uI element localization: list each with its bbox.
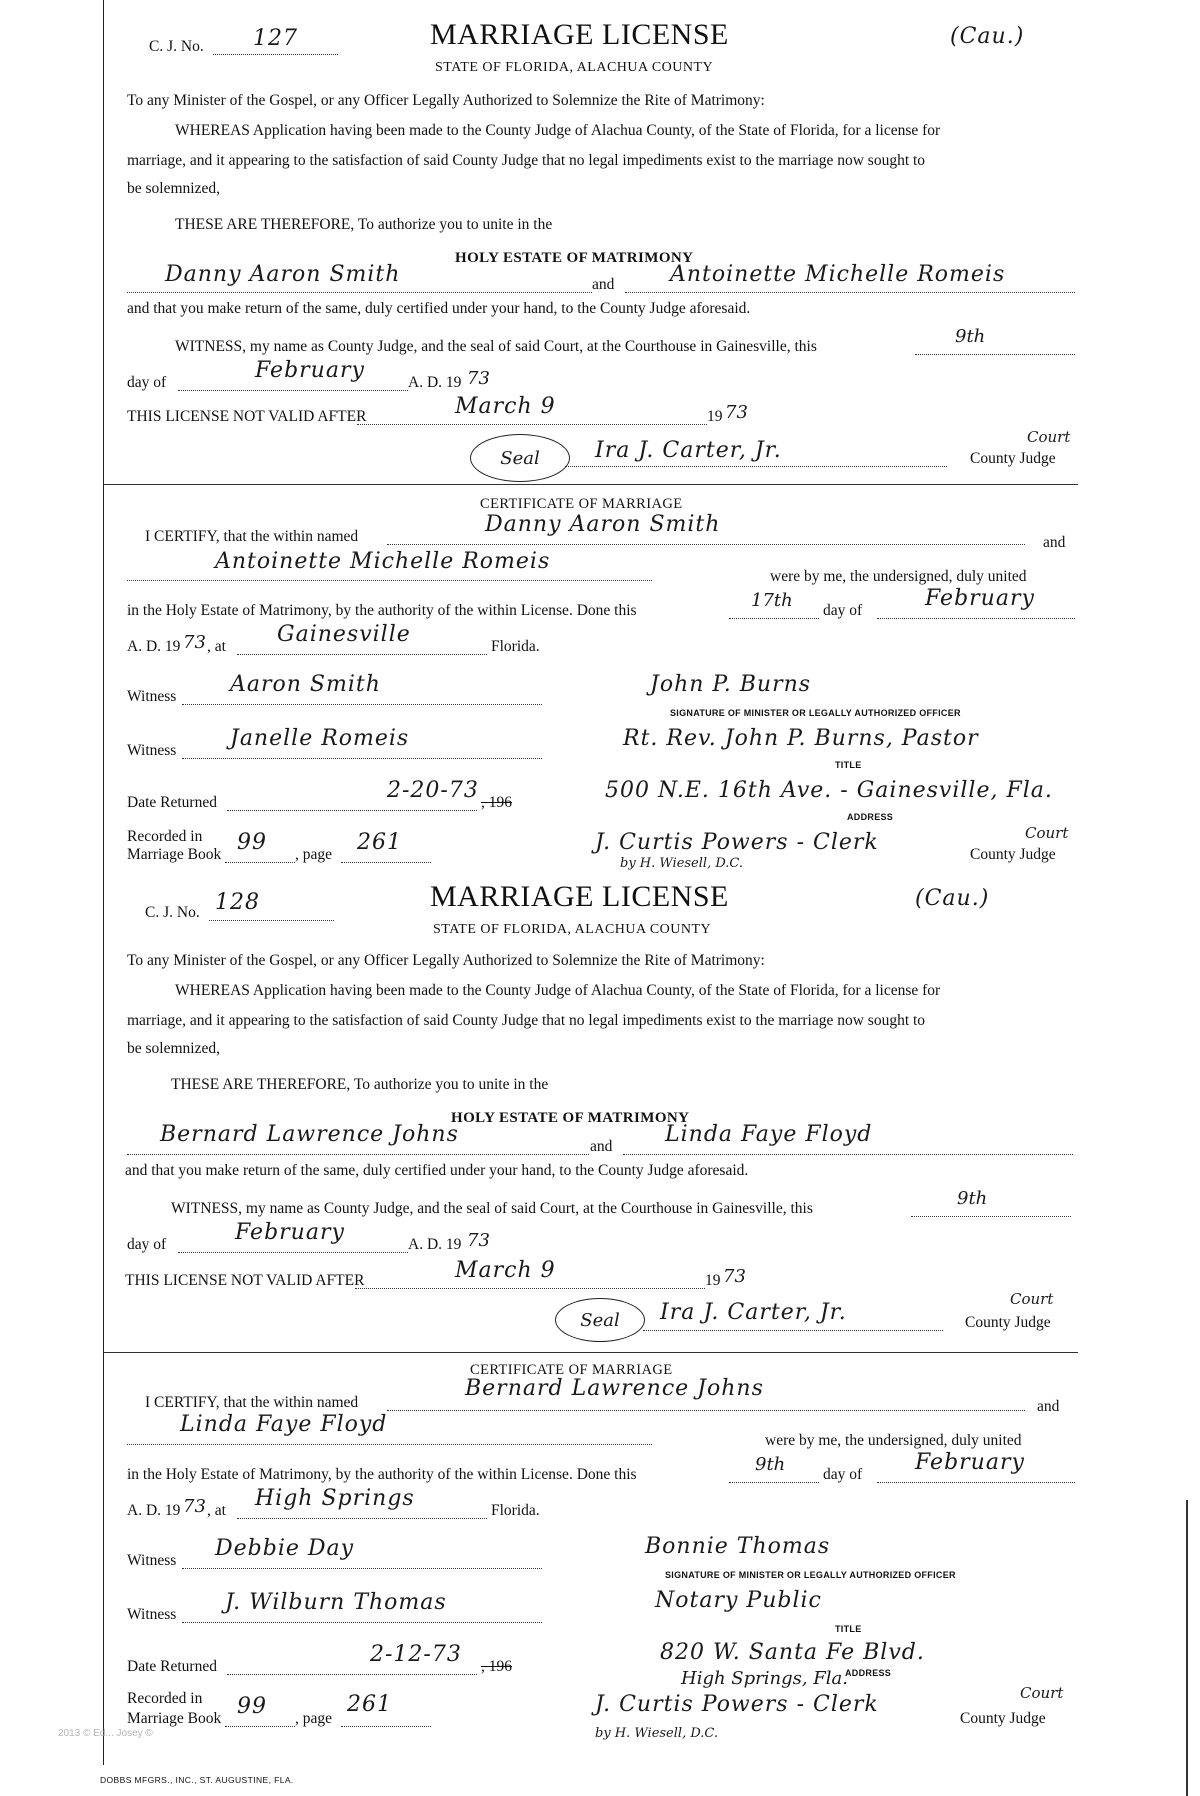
- book-no: 99: [237, 830, 267, 855]
- officer-address-2: High Springs, Fla.: [681, 1668, 849, 1689]
- expiry-year: 73: [723, 1266, 746, 1287]
- certify-line: I CERTIFY, that the within named: [145, 1394, 359, 1411]
- expiry-year: 73: [725, 402, 748, 423]
- officer-title: Rt. Rev. John P. Burns, Pastor: [623, 726, 979, 751]
- and-word: and: [592, 276, 615, 293]
- return-line: and that you make return of the same, duly certified under your hand, to the County Judge aforesaid.: [125, 1162, 749, 1179]
- court-seal: [555, 1298, 645, 1342]
- clerk-court-note: Court: [1025, 824, 1069, 842]
- ad-label: A. D. 19: [408, 374, 462, 391]
- license-subtitle: STATE OF FLORIDA, ALACHUA COUNTY: [433, 922, 712, 937]
- recorded-in-label: Recorded in: [127, 828, 203, 845]
- clerk-county-judge: County Judge: [960, 1710, 1046, 1727]
- witness-2-line: [182, 758, 542, 759]
- issue-day: 9th: [957, 1188, 988, 1209]
- page-no-line: [341, 1726, 431, 1727]
- issue-year: 73: [467, 1230, 490, 1251]
- date-returned-label: Date Returned: [127, 794, 217, 811]
- done-day-line: [729, 618, 819, 619]
- marriage-book-label: Marriage Book: [127, 1710, 222, 1727]
- title-label: TITLE: [835, 760, 862, 770]
- holy-estate-line: in the Holy Estate of Matrimony, by the authority of the within License. Done this: [127, 602, 637, 619]
- deputy-signature: by H. Wiesell, D.C.: [595, 1726, 719, 1741]
- page-no: 261: [347, 1692, 392, 1717]
- cj-number: 127: [253, 26, 298, 51]
- done-year: 73: [183, 1496, 206, 1517]
- clerk-county-judge: County Judge: [970, 846, 1056, 863]
- return-line: and that you make return of the same, duly certified under your hand, to the County Judge aforesaid.: [127, 300, 751, 317]
- bride-name: Antoinette Michelle Romeis: [670, 262, 1006, 287]
- officer-signature-label: SIGNATURE OF MINISTER OR LEGALLY AUTHORIZED OFFICER: [670, 708, 961, 718]
- date-returned-label: Date Returned: [127, 1658, 217, 1675]
- place-line: [237, 654, 487, 655]
- officer-title: Notary Public: [655, 1588, 822, 1613]
- page-label: , page: [295, 846, 333, 863]
- not-valid-label: THIS LICENSE NOT VALID AFTER: [127, 408, 367, 425]
- issue-day: 9th: [955, 326, 986, 347]
- cert-bride-line: [127, 1444, 652, 1445]
- holy-estate-line: in the Holy Estate of Matrimony, by the authority of the within License. Done this: [127, 1466, 637, 1483]
- issue-day-line: [915, 354, 1075, 355]
- groom-name: Bernard Lawrence Johns: [160, 1122, 459, 1147]
- cert-bride: Linda Faye Floyd: [180, 1412, 388, 1437]
- done-month: February: [915, 1450, 1025, 1475]
- officer-address: 820 W. Santa Fe Blvd.: [660, 1640, 925, 1665]
- done-month-line: [877, 618, 1075, 619]
- seal-text: Seal: [500, 447, 540, 469]
- done-day-of: day of: [823, 1466, 863, 1483]
- witness-1: Aaron Smith: [230, 672, 381, 697]
- license-subtitle: STATE OF FLORIDA, ALACHUA COUNTY: [435, 60, 714, 75]
- court-note: Court: [1027, 428, 1071, 446]
- court-note: Court: [1010, 1290, 1054, 1308]
- groom-line: [127, 292, 592, 293]
- issue-month: February: [235, 1220, 345, 1245]
- issue-month-line: [178, 1252, 408, 1253]
- place: Gainesville: [277, 622, 411, 647]
- whereas-line-1: WHEREAS Application having been made to the County Judge of Alachua County, of the State of Florida, for a license for: [175, 122, 941, 139]
- cert-groom: Bernard Lawrence Johns: [465, 1376, 764, 1401]
- united-line: were by me, the undersigned, duly united: [765, 1432, 1022, 1449]
- united-line: were by me, the undersigned, duly united: [770, 568, 1027, 585]
- cert-groom-line: [387, 544, 1025, 545]
- date-returned-line: [227, 810, 477, 811]
- done-month-line: [877, 1482, 1075, 1483]
- license-title: MARRIAGE LICENSE: [430, 18, 729, 51]
- county-judge-label: County Judge: [965, 1314, 1051, 1331]
- page-right-curl: [1186, 1500, 1188, 1796]
- whereas-line-2: marriage, and it appearing to the satisfaction of said County Judge that no legal impediments exist to the marriage now sought to: [127, 152, 926, 169]
- expiry-line: [355, 1288, 705, 1289]
- witness-2-line: [182, 1622, 542, 1623]
- expiry-date: March 9: [455, 1258, 556, 1283]
- officer-signature-label: SIGNATURE OF MINISTER OR LEGALLY AUTHORIZED OFFICER: [665, 1570, 956, 1580]
- race-note: (Cau.): [950, 24, 1025, 49]
- clerk-court-note: Court: [1020, 1684, 1064, 1702]
- deputy-signature: by H. Wiesell, D.C.: [620, 856, 744, 871]
- issue-month-line: [178, 390, 408, 391]
- section-rule: [103, 1352, 1078, 1353]
- at-word: , at: [207, 1502, 226, 1519]
- witness-2-label: Witness: [127, 742, 177, 759]
- done-year: 73: [183, 632, 206, 653]
- title-label: TITLE: [835, 1624, 862, 1634]
- book-no-line: [225, 1726, 295, 1727]
- done-day: 17th: [751, 590, 793, 611]
- witness-1: Debbie Day: [215, 1536, 355, 1561]
- officer-address: 500 N.E. 16th Ave. - Gainesville, Fla.: [605, 778, 1053, 803]
- judge-signature-line: [643, 1330, 943, 1331]
- witness-line: WITNESS, my name as County Judge, and the seal of said Court, at the Courthouse in Gainesville, this: [171, 1200, 813, 1217]
- address-label: ADDRESS: [845, 1668, 892, 1678]
- witness-1-line: [182, 1568, 542, 1569]
- cj-label: C. J. No.: [149, 38, 204, 55]
- witness-2: Janelle Romeis: [230, 726, 410, 751]
- expiry-year-prefix: 19: [705, 1272, 721, 1289]
- bride-line: [625, 292, 1075, 293]
- judge-signature: Ira J. Carter, Jr.: [660, 1300, 847, 1325]
- expiry-year-prefix: 19: [707, 408, 723, 425]
- therefore-line: THESE ARE THEREFORE, To authorize you to unite in the: [171, 1076, 549, 1093]
- witness-2-label: Witness: [127, 1606, 177, 1623]
- ad-at-label: A. D. 19: [127, 1502, 181, 1519]
- race-note: (Cau.): [915, 886, 990, 911]
- officer-signature: Bonnie Thomas: [645, 1534, 831, 1559]
- cert-groom: Danny Aaron Smith: [485, 512, 721, 537]
- page-no: 261: [357, 830, 402, 855]
- judge-signature-line: [565, 466, 947, 467]
- holy-estate-heading: HOLY ESTATE OF MATRIMONY: [451, 1110, 690, 1126]
- done-month: February: [925, 586, 1035, 611]
- page-no-line: [341, 862, 431, 863]
- day-of-label: day of: [127, 1236, 167, 1253]
- county-judge-label: County Judge: [970, 450, 1056, 467]
- address-label: ADDRESS: [847, 812, 894, 822]
- page-left-border: [103, 0, 104, 1765]
- cj-label: C. J. No.: [145, 904, 200, 921]
- place-line: [237, 1518, 487, 1519]
- seal-text: Seal: [580, 1309, 620, 1331]
- cert-groom-line: [387, 1410, 1025, 1411]
- issue-day-line: [911, 1216, 1071, 1217]
- done-day-line: [729, 1482, 819, 1483]
- whereas-line-3: be solemnized,: [127, 1040, 220, 1057]
- officer-signature: John P. Burns: [650, 672, 812, 697]
- clerk-signature: J. Curtis Powers - Clerk: [595, 1692, 879, 1717]
- witness-1-line: [182, 704, 542, 705]
- court-seal: [470, 434, 570, 482]
- holy-estate-heading: HOLY ESTATE OF MATRIMONY: [455, 250, 694, 266]
- page-label: , page: [295, 1710, 333, 1727]
- recorded-in-label: Recorded in: [127, 1690, 203, 1707]
- cj-number: 128: [215, 890, 260, 915]
- address-line: To any Minister of the Gospel, or any Officer Legally Authorized to Solemnize the Rite of Matrimony:: [127, 952, 765, 969]
- groom-name: Danny Aaron Smith: [165, 262, 401, 287]
- cert-bride: Antoinette Michelle Romeis: [215, 549, 551, 574]
- therefore-line: THESE ARE THEREFORE, To authorize you to unite in the: [175, 216, 553, 233]
- witness-line: WITNESS, my name as County Judge, and the seal of said Court, at the Courthouse in Gainesville, this: [175, 338, 817, 355]
- issue-year: 73: [467, 368, 490, 389]
- date-returned-suffix: , 196: [481, 1658, 512, 1675]
- whereas-line-2: marriage, and it appearing to the satisfaction of said County Judge that no legal impediments exist to the marriage now sought to: [127, 1012, 926, 1029]
- florida-word: Florida.: [491, 1502, 540, 1519]
- book-no: 99: [237, 1694, 267, 1719]
- printer-footer: DOBBS MFGRS., INC., ST. AUGUSTINE, FLA.: [100, 1775, 294, 1785]
- marriage-book-label: Marriage Book: [127, 846, 222, 863]
- florida-word: Florida.: [491, 638, 540, 655]
- witness-1-label: Witness: [127, 688, 177, 705]
- ad-label: A. D. 19: [408, 1236, 462, 1253]
- cj-number-line: [209, 920, 334, 921]
- copyright-watermark: 2013 © Ed... Josey ©: [58, 1728, 153, 1739]
- witness-1-label: Witness: [127, 1552, 177, 1569]
- cert-bride-line: [127, 580, 652, 581]
- done-day: 9th: [755, 1454, 786, 1475]
- bride-name: Linda Faye Floyd: [665, 1122, 873, 1147]
- cert-and: and: [1043, 534, 1066, 551]
- certify-line: I CERTIFY, that the within named: [145, 528, 359, 545]
- not-valid-label: THIS LICENSE NOT VALID AFTER: [125, 1272, 365, 1289]
- certificate-title: CERTIFICATE OF MARRIAGE: [480, 496, 683, 512]
- date-returned: 2-20-73: [387, 778, 479, 803]
- date-returned-suffix: , 196: [481, 794, 512, 811]
- date-returned-line: [227, 1674, 477, 1675]
- book-no-line: [225, 862, 295, 863]
- issue-month: February: [255, 358, 365, 383]
- whereas-line-1: WHEREAS Application having been made to the County Judge of Alachua County, of the State of Florida, for a license for: [175, 982, 941, 999]
- day-of-label: day of: [127, 374, 167, 391]
- ad-at-label: A. D. 19: [127, 638, 181, 655]
- witness-2: J. Wilburn Thomas: [225, 1590, 447, 1615]
- license-title: MARRIAGE LICENSE: [430, 880, 729, 913]
- groom-line: [127, 1154, 589, 1155]
- bride-line: [623, 1154, 1073, 1155]
- address-line: To any Minister of the Gospel, or any Officer Legally Authorized to Solemnize the Rite of Matrimony:: [127, 92, 765, 109]
- judge-signature: Ira J. Carter, Jr.: [595, 438, 782, 463]
- certificate-title: CERTIFICATE OF MARRIAGE: [470, 1362, 673, 1378]
- clerk-signature: J. Curtis Powers - Clerk: [595, 830, 879, 855]
- and-word: and: [590, 1138, 613, 1155]
- whereas-line-3: be solemnized,: [127, 180, 220, 197]
- expiry-line: [357, 424, 707, 425]
- cj-number-line: [213, 54, 338, 55]
- at-word: , at: [207, 638, 226, 655]
- expiry-date: March 9: [455, 394, 556, 419]
- cert-and: and: [1037, 1398, 1060, 1415]
- done-day-of: day of: [823, 602, 863, 619]
- place: High Springs: [255, 1486, 415, 1511]
- section-rule: [103, 484, 1078, 485]
- date-returned: 2-12-73: [370, 1642, 462, 1667]
